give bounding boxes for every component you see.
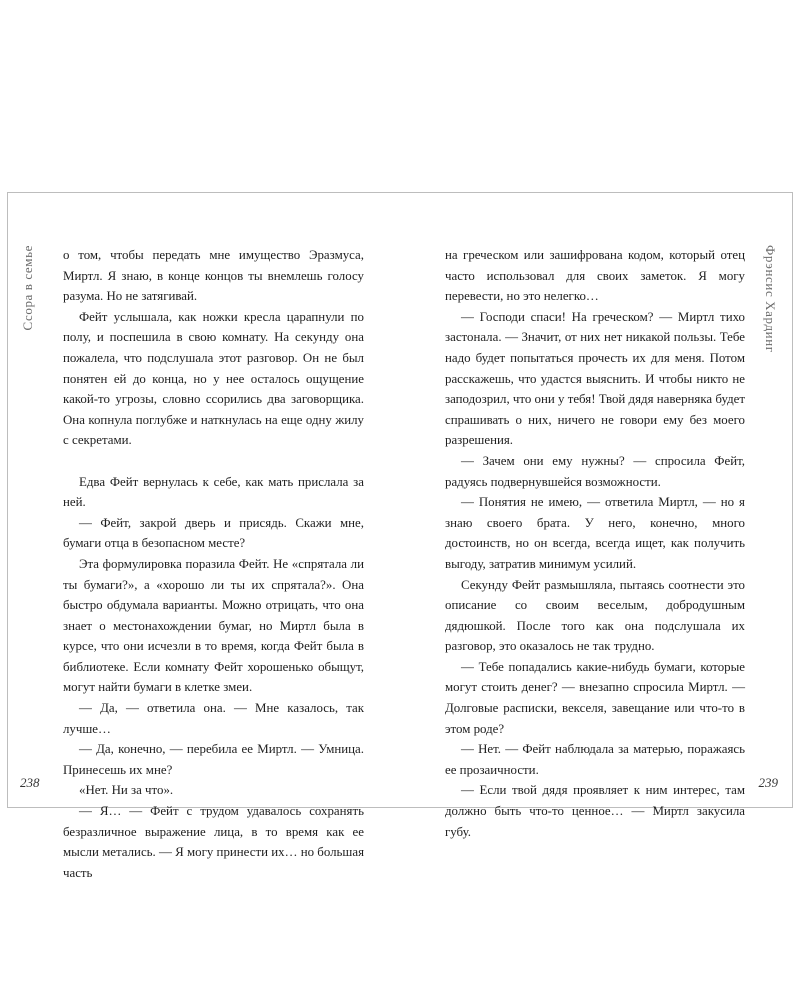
paragraph: — Господи спаси! На греческом? — Миртл тихо застонала. — Значит, от них нет никакой пользы. Тебе надо будет попытаться прочесть их для меня. Потом расскажешь, что удастся выяснить. И чтобы никто не заподозрил, что они у тебя! Твой дядя наверняка будет спрашивать о них, ничего не говори ему без моего разрешения. bbox=[445, 309, 745, 448]
paragraph: Едва Фейт вернулась к себе, как мать прислала за ней. bbox=[63, 474, 364, 510]
running-head-right: Фрэнсис Хардинг bbox=[763, 245, 778, 353]
paragraph: о том, чтобы передать мне имущество Эразмуса, Миртл. Я знаю, в конце концов ты внемлешь голосу разума. Но не затягивай. bbox=[63, 248, 364, 304]
paragraph: — Фейт, закрой дверь и присядь. Скажи мне, бумаги отца в безопасном месте? bbox=[63, 515, 364, 551]
page-number-left: 238 bbox=[20, 775, 40, 790]
right-page-text bbox=[445, 245, 745, 842]
paragraph: Секунду Фейт размышляла, пытаясь соотнести это описание со своим веселым, добродушным дядюшкой. После того как она подслушала их разговор, это оказалось не так трудно. bbox=[445, 577, 745, 654]
paragraph: «Нет. Ни за что». bbox=[79, 783, 174, 798]
paragraph: — Да, конечно, — перебила ее Миртл. — Умница. Принесешь их мне? bbox=[63, 742, 364, 777]
paragraph: на греческом или зашифрована кодом, который отец часто использовал для своих заметок. Я могу перевести, но это нелегко… bbox=[445, 248, 745, 304]
paragraph: — Нет. — Фейт наблюдала за матерью, поражаясь ее прозаичности. bbox=[445, 742, 745, 777]
paragraph: — Зачем они ему нужны? — спросила Фейт, радуясь подвернувшейся возможности. bbox=[445, 453, 745, 489]
paragraph: — Я… — Фейт с трудом удавалось сохранять безразличное выражение лица, в то время как ее мысли метались. — Я могу принести их… но большая часть bbox=[63, 804, 364, 880]
book-spread bbox=[7, 192, 793, 880]
paragraph: — Тебе попадались какие-нибудь бумаги, которые могут стоить денег? — внезапно спросила Миртл. — Долговые расписки, векселя, завещание или что-то в этом роде? bbox=[445, 659, 745, 736]
page-number-right: 239 bbox=[758, 775, 778, 790]
left-page bbox=[8, 193, 400, 880]
right-page bbox=[400, 193, 792, 839]
left-page-text bbox=[63, 245, 364, 883]
paragraph: Эта формулировка поразила Фейт. Не «спрятала ли ты бумаги?», а «хорошо ли ты их спрятала?». Она быстро обдумала варианты. Можно отрицать, что она знает о местонахождении бумаг, но Миртл была в курсе, что они исчезли в то время, когда Фейт была в библиотеке. Если комнату Фейт хорошенько обыщут, могут найти бумаги в клетке змеи. bbox=[63, 556, 364, 695]
paragraph: Фейт услышала, как ножки кресла царапнули по полу, и поспешила в свою комнату. На секунду она пожалела, что подслушала этот разговор. Он не был понятен ей до конца, но у нее осталось ощущение какой-то угрозы, словно ссорились два заговорщика. Она копнула поглубже и наткнулась на еще одну жилу с секретами. bbox=[63, 309, 364, 448]
paragraph: — Да, — ответила она. — Мне казалось, так лучше… bbox=[63, 701, 364, 736]
running-head-left: Ссора в семье bbox=[20, 245, 35, 331]
paragraph: — Понятия не имею, — ответила Миртл, — но я знаю своего брата. У него, конечно, много достоинств, но он всегда, всегда ищет, как получить выгоду, затратив минимум усилий. bbox=[445, 495, 745, 571]
paragraph: — Если твой дядя проявляет к ним интерес, там должно быть что-то ценное… — Миртл закусила губу. bbox=[445, 783, 745, 839]
